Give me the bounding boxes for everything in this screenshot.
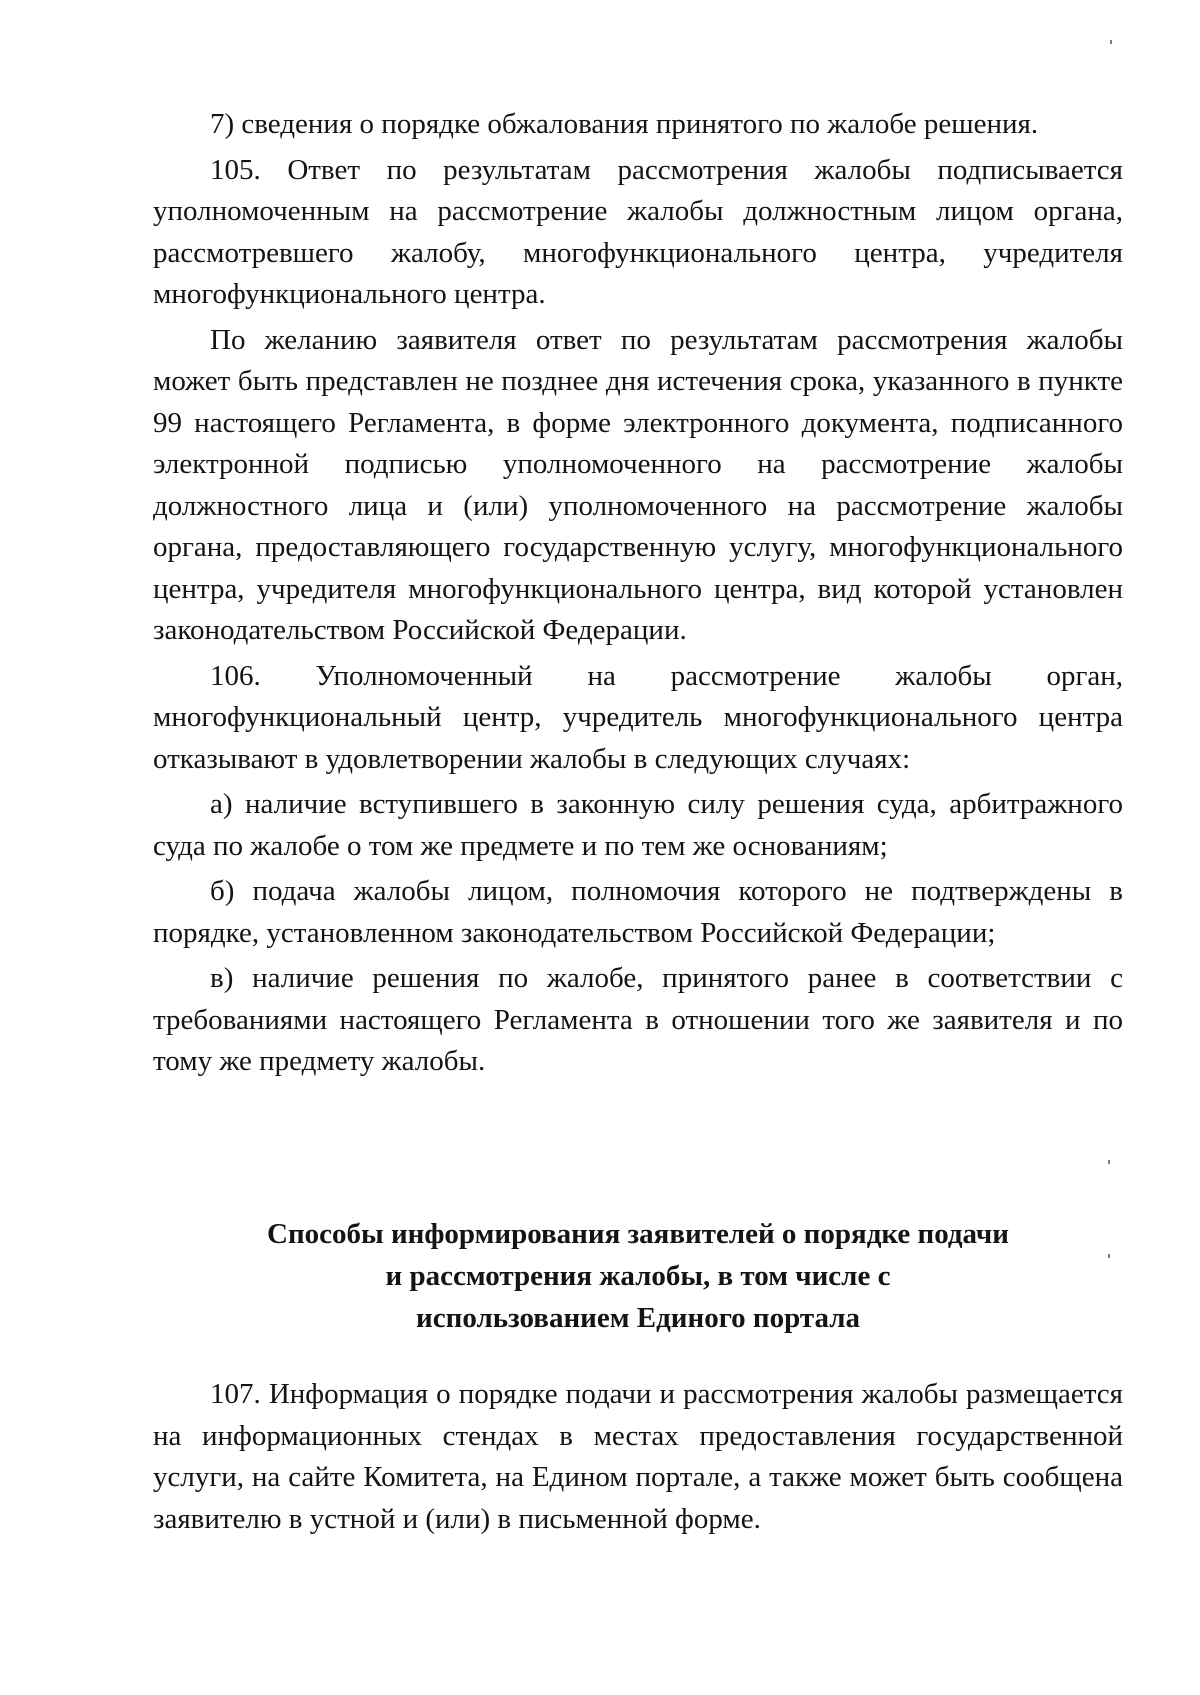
paragraph-item-7: 7) сведения о порядке обжалования принятого по жалобе решения. [210, 108, 1039, 140]
paragraph-106: 106. Уполномоченный на рассмотрение жалобы орган, многофункциональный центр, учредитель многофункционального центра отказывают в удовлетворении жалобы в следующих случаях: [153, 659, 1123, 775]
section-heading-line-3: использованием Единого портала [416, 1302, 860, 1334]
section-heading-line-1: Способы информирования заявителей о порядке подачи [267, 1218, 1009, 1250]
section-heading [153, 1213, 1123, 1339]
section-heading-line-2: и рассмотрения жалобы, в том числе с [385, 1260, 891, 1292]
paragraph-106-item-b: б) подача жалобы лицом, полномочия которого не подтверждены в порядке, установленном законодательством Российской Федерации; [153, 875, 1123, 949]
paragraph-107: 107. Информация о порядке подачи и рассмотрения жалобы размещается на информационных стендах в местах предоставления государственной услуги, на сайте Комитета, на Едином портале, а также может быть сообщена заявителю в устной и (или) в письменной форме. [153, 1378, 1123, 1535]
paragraph-105: 105. Ответ по результатам рассмотрения жалобы подписывается уполномоченным на рассмотрение жалобы должностным лицом органа, рассмотревшего жалобу, многофункционального центра, учредителя многофункционального центра. [153, 153, 1123, 310]
scan-speck [1110, 40, 1112, 44]
paragraph-106-item-v: в) наличие решения по жалобе, принятого ранее в соответствии с требованиями настоящего Регламента в отношении того же заявителя и по тому же предмету жалобы. [153, 962, 1123, 1077]
scan-speck [1108, 1254, 1110, 1258]
body-text-bottom [153, 1374, 1123, 1540]
paragraph-105-electronic-answer: По желанию заявителя ответ по результатам рассмотрения жалобы может быть представлен не позднее дня истечения срока, указанного в пункте 99 настоящего Регламента, в форме электронного документа, подписанного электронной подписью уполномоченного на рассмотрение жалобы должностного лица и (или) уполномоченного на рассмотрение жалобы органа, предоставляющего государственную услугу, многофункционального центра, учредителя многофункционального центра, вид которой установлен законодательством Российской Федерации. [153, 323, 1123, 646]
paragraph-106-item-a: а) наличие вступившего в законную силу решения суда, арбитражного суда по жалобе о том же предмете и по тем же основаниям; [153, 788, 1123, 862]
scan-speck [1108, 1160, 1110, 1164]
body-text-top [153, 104, 1123, 1083]
